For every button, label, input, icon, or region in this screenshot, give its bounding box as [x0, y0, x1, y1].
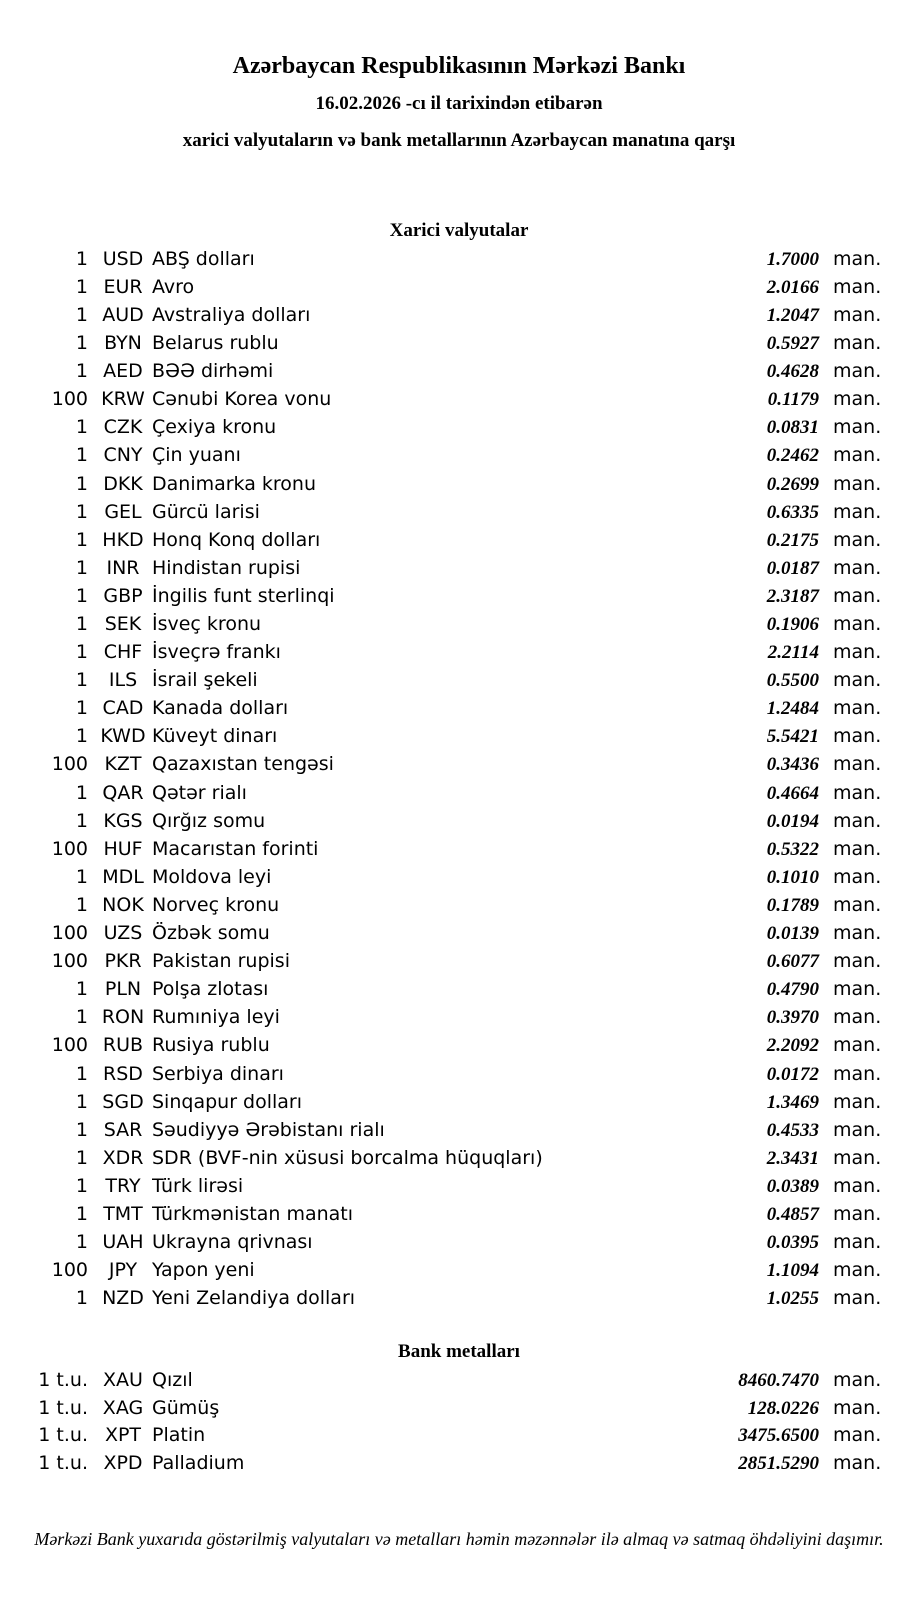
- unit-label-cell: man.: [833, 893, 882, 916]
- table-row: [0, 697, 918, 725]
- currency-code-cell: INR: [106, 556, 140, 579]
- table-row: [0, 866, 918, 894]
- rate-cell: 0.6335: [766, 501, 819, 523]
- currency-code-cell: CZK: [103, 416, 143, 439]
- currency-code-cell: CAD: [102, 697, 144, 720]
- currency-code-cell: UZS: [103, 922, 143, 945]
- unit-label-cell: man.: [833, 1259, 882, 1282]
- quantity-cell: 1: [75, 528, 88, 551]
- quantity-cell: 1: [75, 500, 88, 523]
- currency-code-cell: KRW: [101, 388, 145, 411]
- currency-name-cell: Pakistan rupisi: [152, 950, 290, 973]
- table-row: [0, 894, 918, 922]
- rate-cell: 0.0389: [766, 1175, 819, 1197]
- disclaimer-text: Mərkəzi Bank yuxarıda göstərilmiş valyutaları və metalları həmin məzənnələr ilə almaq və satmaq öhdəliyini daşımır.: [34, 1529, 884, 1550]
- quantity-cell: 1: [75, 865, 88, 888]
- rate-cell: 0.6077: [766, 951, 819, 973]
- currency-name-cell: İngilis funt sterlinqi: [152, 584, 335, 607]
- currency-name-cell: Polşa zlotası: [152, 978, 269, 1001]
- currency-code-cell: HKD: [102, 528, 144, 551]
- quantity-cell: 1: [75, 613, 88, 636]
- currency-name-cell: Türk lirəsi: [152, 1174, 244, 1197]
- unit-label-cell: man.: [833, 1174, 882, 1197]
- section-title-bank-metals: Bank metalları: [398, 1341, 520, 1363]
- currency-code-cell: KGS: [103, 809, 143, 832]
- unit-label-cell: man.: [833, 360, 882, 383]
- currency-name-cell: Sinqapur dolları: [152, 1090, 303, 1113]
- quantity-cell: 1: [75, 978, 88, 1001]
- quantity-cell: 1: [75, 416, 88, 439]
- rate-cell: 0.1906: [766, 614, 819, 636]
- unit-label-cell: man.: [833, 697, 882, 720]
- table-row: [0, 304, 918, 332]
- rate-cell: 0.4664: [766, 782, 819, 804]
- quantity-cell: 1: [75, 893, 88, 916]
- rate-cell: 3475.6500: [738, 1425, 819, 1447]
- currency-code-cell: PKR: [104, 950, 142, 973]
- currency-code-cell: XPT: [104, 1424, 142, 1447]
- table-row: [0, 416, 918, 444]
- currency-name-cell: Qətər rialı: [152, 781, 247, 804]
- rate-cell: 2.3187: [766, 585, 819, 607]
- unit-label-cell: man.: [833, 1287, 882, 1310]
- unit-label-cell: man.: [833, 1369, 882, 1392]
- quantity-cell: 1 t.u.: [38, 1451, 88, 1474]
- rate-cell: 0.1010: [766, 866, 819, 888]
- quantity-cell: 1: [75, 809, 88, 832]
- currency-code-cell: AED: [103, 360, 143, 383]
- currency-table: [0, 248, 918, 1316]
- table-row: [0, 1119, 918, 1147]
- table-row: [0, 1424, 918, 1452]
- currency-name-cell: Moldova leyi: [152, 865, 272, 888]
- unit-label-cell: man.: [833, 837, 882, 860]
- rate-cell: 0.0395: [766, 1232, 819, 1254]
- table-row: [0, 332, 918, 360]
- table-row: [0, 360, 918, 388]
- currency-code-cell: RUB: [102, 1034, 144, 1057]
- currency-name-cell: İsveçrə frankı: [152, 641, 281, 664]
- rate-cell: 0.1179: [767, 389, 819, 411]
- rate-cell: 8460.7470: [738, 1370, 819, 1392]
- table-row: [0, 1063, 918, 1091]
- metals-table: [0, 1369, 918, 1479]
- unit-label-cell: man.: [833, 1424, 882, 1447]
- quantity-cell: 100: [51, 1034, 88, 1057]
- quantity-cell: 1: [75, 444, 88, 467]
- currency-code-cell: GEL: [104, 500, 142, 523]
- currency-code-cell: SGD: [102, 1090, 144, 1113]
- currency-name-cell: Səudiyyə Ərəbistanı rialı: [152, 1118, 385, 1141]
- unit-label-cell: man.: [833, 641, 882, 664]
- currency-code-cell: EUR: [103, 275, 143, 298]
- unit-label-cell: man.: [833, 444, 882, 467]
- currency-code-cell: USD: [102, 247, 144, 270]
- rate-cell: 0.2175: [766, 529, 819, 551]
- currency-name-cell: Macarıstan forinti: [152, 837, 319, 860]
- unit-label-cell: man.: [833, 781, 882, 804]
- quantity-cell: 1 t.u.: [38, 1396, 88, 1419]
- rate-cell: 0.4628: [766, 361, 819, 383]
- quantity-cell: 1: [75, 303, 88, 326]
- unit-label-cell: man.: [833, 613, 882, 636]
- rate-cell: 0.0831: [766, 417, 819, 439]
- rate-cell: 0.0172: [766, 1063, 819, 1085]
- table-row: [0, 529, 918, 557]
- rate-cell: 1.2047: [766, 304, 819, 326]
- quantity-cell: 1: [75, 556, 88, 579]
- currency-name-cell: Çin yuanı: [152, 444, 241, 467]
- table-row: [0, 388, 918, 416]
- quantity-cell: 1: [75, 781, 88, 804]
- currency-name-cell: Gümüş: [152, 1396, 220, 1419]
- rate-cell: 0.1789: [766, 894, 819, 916]
- table-row: [0, 1369, 918, 1397]
- currency-code-cell: TMT: [103, 1202, 143, 1225]
- currency-name-cell: Qazaxıstan tengəsi: [152, 753, 334, 776]
- table-row: [0, 753, 918, 781]
- table-row: [0, 1006, 918, 1034]
- quantity-cell: 1: [75, 1146, 88, 1169]
- table-row: [0, 1287, 918, 1315]
- unit-label-cell: man.: [833, 1118, 882, 1141]
- currency-name-cell: Platin: [152, 1424, 206, 1447]
- table-row: [0, 1034, 918, 1062]
- rate-cell: 0.0187: [766, 557, 819, 579]
- rate-cell: 2.2114: [767, 642, 819, 664]
- table-row: [0, 444, 918, 472]
- table-row: [0, 1397, 918, 1425]
- unit-label-cell: man.: [833, 669, 882, 692]
- rate-cell: 128.0226: [747, 1397, 819, 1419]
- currency-code-cell: AUD: [102, 303, 144, 326]
- unit-label-cell: man.: [833, 1090, 882, 1113]
- table-row: [0, 1091, 918, 1119]
- rate-cell: 2.3431: [766, 1147, 819, 1169]
- unit-label-cell: man.: [833, 500, 882, 523]
- currency-name-cell: Yeni Zelandiya dolları: [152, 1287, 356, 1310]
- rate-cell: 2851.5290: [738, 1452, 819, 1474]
- currency-name-cell: Qırğız somu: [152, 809, 266, 832]
- quantity-cell: 1: [75, 1006, 88, 1029]
- rate-cell: 0.5322: [766, 838, 819, 860]
- unit-label-cell: man.: [833, 753, 882, 776]
- quantity-cell: 1: [75, 669, 88, 692]
- currency-code-cell: XAG: [102, 1396, 144, 1419]
- quantity-cell: 1: [75, 1287, 88, 1310]
- quantity-cell: 1: [75, 472, 88, 495]
- quantity-cell: 1: [75, 725, 88, 748]
- table-row: [0, 838, 918, 866]
- table-row: [0, 950, 918, 978]
- unit-label-cell: man.: [833, 332, 882, 355]
- unit-label-cell: man.: [833, 1062, 882, 1085]
- currency-code-cell: UAH: [102, 1231, 144, 1254]
- currency-name-cell: Küveyt dinarı: [152, 725, 278, 748]
- effective-date-line: 16.02.2026 -cı il tarixindən etibarən: [315, 92, 603, 114]
- table-row: [0, 501, 918, 529]
- currency-code-cell: RSD: [103, 1062, 143, 1085]
- table-row: [0, 276, 918, 304]
- table-row: [0, 585, 918, 613]
- currency-code-cell: RON: [101, 1006, 145, 1029]
- currency-code-cell: TRY: [105, 1174, 141, 1197]
- unit-label-cell: man.: [833, 247, 882, 270]
- currency-name-cell: Çexiya kronu: [152, 416, 277, 439]
- currency-name-cell: Belarus rublu: [152, 332, 279, 355]
- table-row: [0, 782, 918, 810]
- currency-name-cell: BƏƏ dirhəmi: [152, 360, 274, 383]
- currency-name-cell: Cənubi Korea vonu: [152, 388, 332, 411]
- quantity-cell: 1: [75, 697, 88, 720]
- table-row: [0, 669, 918, 697]
- currency-code-cell: HUF: [103, 837, 143, 860]
- currency-name-cell: Qızıl: [152, 1369, 193, 1392]
- currency-name-cell: Yapon yeni: [152, 1259, 255, 1282]
- rate-cell: 0.0139: [766, 923, 819, 945]
- quantity-cell: 1: [75, 1231, 88, 1254]
- rate-cell: 0.4533: [766, 1119, 819, 1141]
- currency-name-cell: ABŞ dolları: [152, 247, 255, 270]
- quantity-cell: 100: [51, 388, 88, 411]
- currency-name-cell: Türkmənistan manatı: [152, 1202, 354, 1225]
- table-row: [0, 1147, 918, 1175]
- currency-code-cell: DKK: [103, 472, 143, 495]
- currency-name-cell: Rusiya rublu: [152, 1034, 270, 1057]
- rate-cell: 0.0194: [766, 810, 819, 832]
- table-row: [0, 248, 918, 276]
- currency-code-cell: CNY: [103, 444, 143, 467]
- currency-code-cell: NOK: [102, 893, 144, 916]
- table-row: [0, 810, 918, 838]
- currency-name-cell: Honq Konq dolları: [152, 528, 321, 551]
- unit-label-cell: man.: [833, 1202, 882, 1225]
- table-row: [0, 1203, 918, 1231]
- currency-code-cell: CHF: [103, 641, 143, 664]
- currency-code-cell: XAU: [103, 1369, 143, 1392]
- currency-code-cell: NZD: [102, 1287, 144, 1310]
- rate-cell: 0.5927: [766, 333, 819, 355]
- currency-code-cell: MDL: [102, 865, 144, 888]
- quantity-cell: 1: [75, 247, 88, 270]
- unit-label-cell: man.: [833, 950, 882, 973]
- unit-label-cell: man.: [833, 472, 882, 495]
- quantity-cell: 100: [51, 753, 88, 776]
- currency-code-cell: BYN: [104, 332, 142, 355]
- currency-name-cell: Palladium: [152, 1451, 245, 1474]
- quantity-cell: 1 t.u.: [38, 1369, 88, 1392]
- rate-cell: 5.5421: [766, 726, 819, 748]
- rate-cell: 0.5500: [766, 670, 819, 692]
- currency-name-cell: Danimarka kronu: [152, 472, 317, 495]
- rate-cell: 0.3436: [766, 754, 819, 776]
- rate-cell: 0.4790: [766, 979, 819, 1001]
- currency-name-cell: Avstraliya dolları: [152, 303, 311, 326]
- rate-cell: 1.1094: [766, 1260, 819, 1282]
- currency-name-cell: Özbək somu: [152, 922, 270, 945]
- unit-label-cell: man.: [833, 584, 882, 607]
- currency-code-cell: QAR: [102, 781, 144, 804]
- table-row: [0, 978, 918, 1006]
- table-row: [0, 613, 918, 641]
- unit-label-cell: man.: [833, 303, 882, 326]
- unit-label-cell: man.: [833, 1034, 882, 1057]
- table-row: [0, 1452, 918, 1480]
- table-row: [0, 641, 918, 669]
- rate-cell: 0.4857: [766, 1203, 819, 1225]
- quantity-cell: 100: [51, 922, 88, 945]
- quantity-cell: 1: [75, 1118, 88, 1141]
- unit-label-cell: man.: [833, 416, 882, 439]
- table-row: [0, 1175, 918, 1203]
- currency-code-cell: KWD: [100, 725, 146, 748]
- unit-label-cell: man.: [833, 528, 882, 551]
- currency-code-cell: SAR: [103, 1118, 143, 1141]
- unit-label-cell: man.: [833, 275, 882, 298]
- currency-name-cell: Serbiya dinarı: [152, 1062, 284, 1085]
- unit-label-cell: man.: [833, 1396, 882, 1419]
- quantity-cell: 1: [75, 641, 88, 664]
- rate-cell: 0.2699: [766, 473, 819, 495]
- currency-code-cell: ILS: [108, 669, 138, 692]
- table-row: [0, 1231, 918, 1259]
- quantity-cell: 100: [51, 1259, 88, 1282]
- table-row: [0, 557, 918, 585]
- unit-label-cell: man.: [833, 1451, 882, 1474]
- rate-cell: 2.2092: [766, 1035, 819, 1057]
- table-row: [0, 1259, 918, 1287]
- currency-name-cell: Norveç kronu: [152, 893, 280, 916]
- quantity-cell: 1: [75, 275, 88, 298]
- quantity-cell: 1: [75, 1062, 88, 1085]
- unit-label-cell: man.: [833, 1006, 882, 1029]
- currency-code-cell: SEK: [104, 613, 142, 636]
- unit-label-cell: man.: [833, 978, 882, 1001]
- rate-cell: 1.7000: [766, 248, 819, 270]
- quantity-cell: 1: [75, 332, 88, 355]
- quantity-cell: 100: [51, 837, 88, 860]
- currency-name-cell: Gürcü larisi: [152, 500, 260, 523]
- quantity-cell: 1: [75, 1174, 88, 1197]
- unit-label-cell: man.: [833, 388, 882, 411]
- currency-name-cell: İsrail şekeli: [152, 669, 258, 692]
- quantity-cell: 1: [75, 584, 88, 607]
- currency-code-cell: XDR: [102, 1146, 144, 1169]
- currency-code-cell: JPY: [108, 1259, 138, 1282]
- unit-label-cell: man.: [833, 809, 882, 832]
- unit-label-cell: man.: [833, 865, 882, 888]
- currency-name-cell: SDR (BVF-nin xüsusi borcalma hüquqları): [152, 1146, 543, 1169]
- table-row: [0, 473, 918, 501]
- currency-name-cell: Avro: [152, 275, 195, 298]
- quantity-cell: 1 t.u.: [38, 1424, 88, 1447]
- unit-label-cell: man.: [833, 556, 882, 579]
- unit-label-cell: man.: [833, 725, 882, 748]
- page-subtitle: xarici valyutaların və bank metallarının Azərbaycan manatına qarşı: [182, 129, 736, 151]
- unit-label-cell: man.: [833, 1146, 882, 1169]
- currency-code-cell: PLN: [104, 978, 142, 1001]
- quantity-cell: 100: [51, 950, 88, 973]
- section-title-foreign-currencies: Xarici valyutalar: [389, 219, 529, 241]
- currency-code-cell: KZT: [104, 753, 142, 776]
- currency-name-cell: Rumıniya leyi: [152, 1006, 280, 1029]
- currency-name-cell: Hindistan rupisi: [152, 556, 301, 579]
- rate-cell: 0.3970: [766, 1007, 819, 1029]
- currency-name-cell: Kanada dolları: [152, 697, 289, 720]
- rate-cell: 1.2484: [766, 698, 819, 720]
- table-row: [0, 725, 918, 753]
- quantity-cell: 1: [75, 360, 88, 383]
- currency-name-cell: Ukrayna qrivnası: [152, 1231, 313, 1254]
- page-title: Azərbaycan Respublikasının Mərkəzi Bankı: [232, 53, 686, 79]
- currency-code-cell: XPD: [103, 1451, 143, 1474]
- quantity-cell: 1: [75, 1090, 88, 1113]
- rate-cell: 2.0166: [766, 276, 819, 298]
- rate-cell: 1.3469: [766, 1091, 819, 1113]
- currency-code-cell: GBP: [103, 584, 143, 607]
- unit-label-cell: man.: [833, 1231, 882, 1254]
- currency-name-cell: İsveç kronu: [152, 613, 262, 636]
- quantity-cell: 1: [75, 1202, 88, 1225]
- unit-label-cell: man.: [833, 922, 882, 945]
- table-row: [0, 922, 918, 950]
- rate-cell: 1.0255: [766, 1288, 819, 1310]
- rate-cell: 0.2462: [766, 445, 819, 467]
